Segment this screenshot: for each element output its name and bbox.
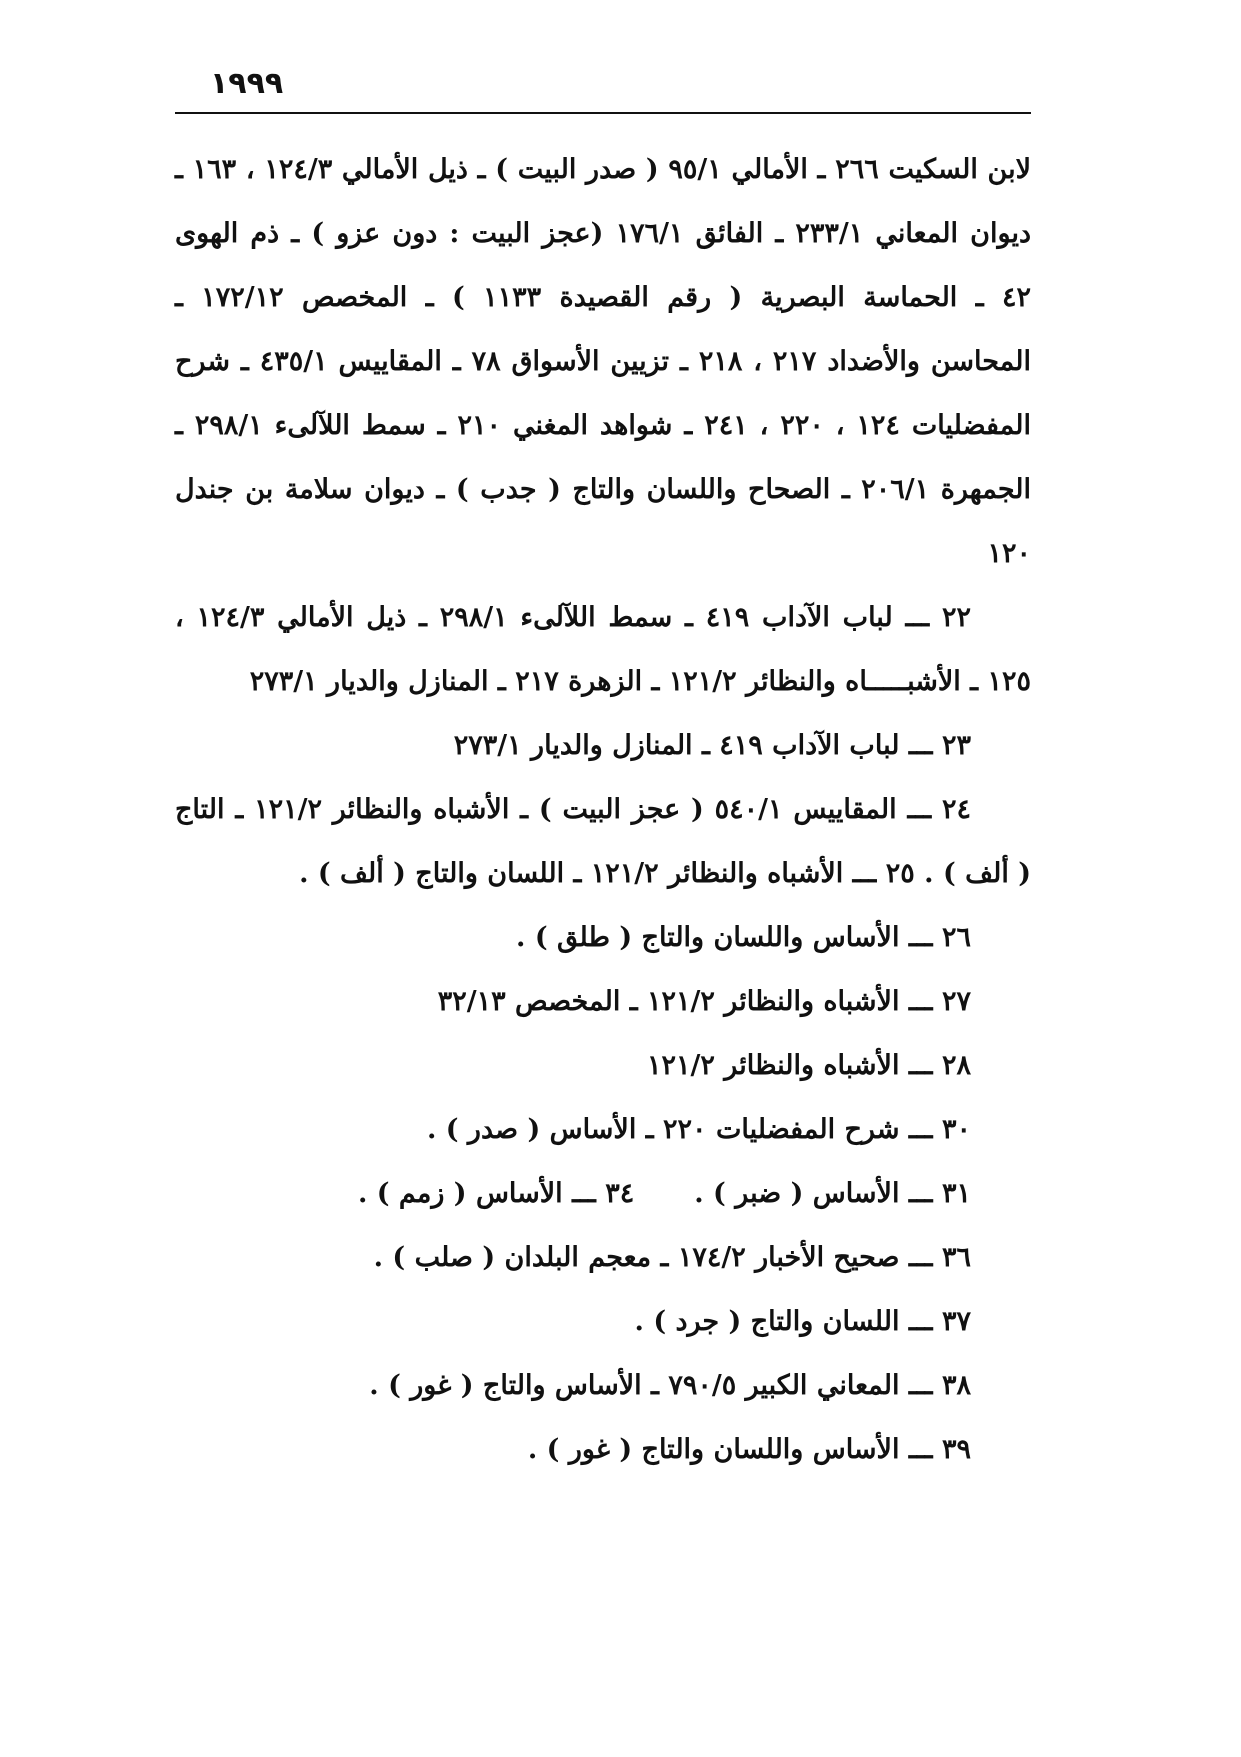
paragraph-note-23: ٢٣ ـــ لباب الآداب ٤١٩ ـ المنازل والديار ٢٧٣/١ [453,730,971,761]
paragraph-note-22: ٢٢ ـــ لباب الآداب ٤١٩ ـ سمط اللآلىء ٢٩٨/١ ـ ذيل الأمالي ١٢٤/٣ ، ١٢٥ ـ الأشبـــــاه والنظائر ١٢١/٢ ـ الزهرة ٢١٧ ـ المنازل والديار ٢٧٣/١ [175,602,1031,697]
footnotes-body [175,138,1031,1482]
entry-note-27: ٢٧ ـــ الأشباه والنظائر ١٢١/٢ ـ المخصص ٣٢/١٣ [437,986,971,1017]
entry-note-30: ٣٠ ـــ شرح المفضليات ٢٢٠ ـ الأساس ( صدر ) . [426,1114,971,1145]
entry-note-37: ٣٧ ـــ اللسان والتاج ( جرد ) . [634,1306,971,1337]
page-number: ١٩٩٩ [210,66,284,101]
entry-note-34: ٣٤ ـــ الأساس ( زمم ) . [357,1178,635,1209]
entry-note-36: ٣٦ ـــ صحيح الأخبار ١٧٤/٢ ـ معجم البلدان ( صلب ) . [373,1242,971,1273]
entry-note-31: ٣١ ـــ الأساس ( ضبر ) . [694,1178,971,1209]
entry-note-38: ٣٨ ـــ المعاني الكبير ٧٩٠/٥ ـ الأساس والتاج ( غور ) . [369,1370,971,1401]
entry-note-28: ٢٨ ـــ الأشباه والنظائر ١٢١/٢ [647,1050,971,1081]
entry-note-26: ٢٦ ـــ الأساس واللسان والتاج ( طلق ) . [516,922,971,953]
paragraph-note-24-25: ٢٤ ـــ المقاييس ٥٤٠/١ ( عجز البيت ) ـ الأشباه والنظائر ١٢١/٢ ـ التاج ( ألف ) . ٢٥ ـــ الأشباه والنظائر ١٢١/٢ ـ اللسان والتاج ( ألف ) . [175,794,1031,889]
paragraph-continuation: لابن السكيت ٢٦٦ ـ الأمالي ٩٥/١ ( صدر البيت ) ـ ذيل الأمالي ١٢٤/٣ ، ١٦٣ ـ ديوان المعاني ٢٣٣/١ ـ الفائق ١٧٦/١ (عجز البيت : دون عزو ) ـ ذم الهوى ٤٢ ـ الحماسة البصرية ( رقم القصيدة ١١٣٣ ) ـ المخصص ١٧٢/١٢ ـ المحاسن والأضداد ٢١٧ ، ٢١٨ ـ تزيين الأسواق ٧٨ ـ المقاييس ٤٣٥/١ ـ شرح المفضليات ١٢٤ ، ٢٢٠ ، ٢٤١ ـ شواهد المغني ٢١٠ ـ سمط اللآلىء ٢٩٨/١ ـ الجمهرة ٢٠٦/١ ـ الصحاح واللسان والتاج ( جدب ) ـ ديوان سلامة بن جندل ١٢٠ [175,154,1032,569]
header-rule [175,112,1031,114]
entry-note-31-34 [175,1162,1031,1226]
entry-note-39: ٣٩ ـــ الأساس واللسان والتاج ( غور ) . [527,1434,971,1465]
